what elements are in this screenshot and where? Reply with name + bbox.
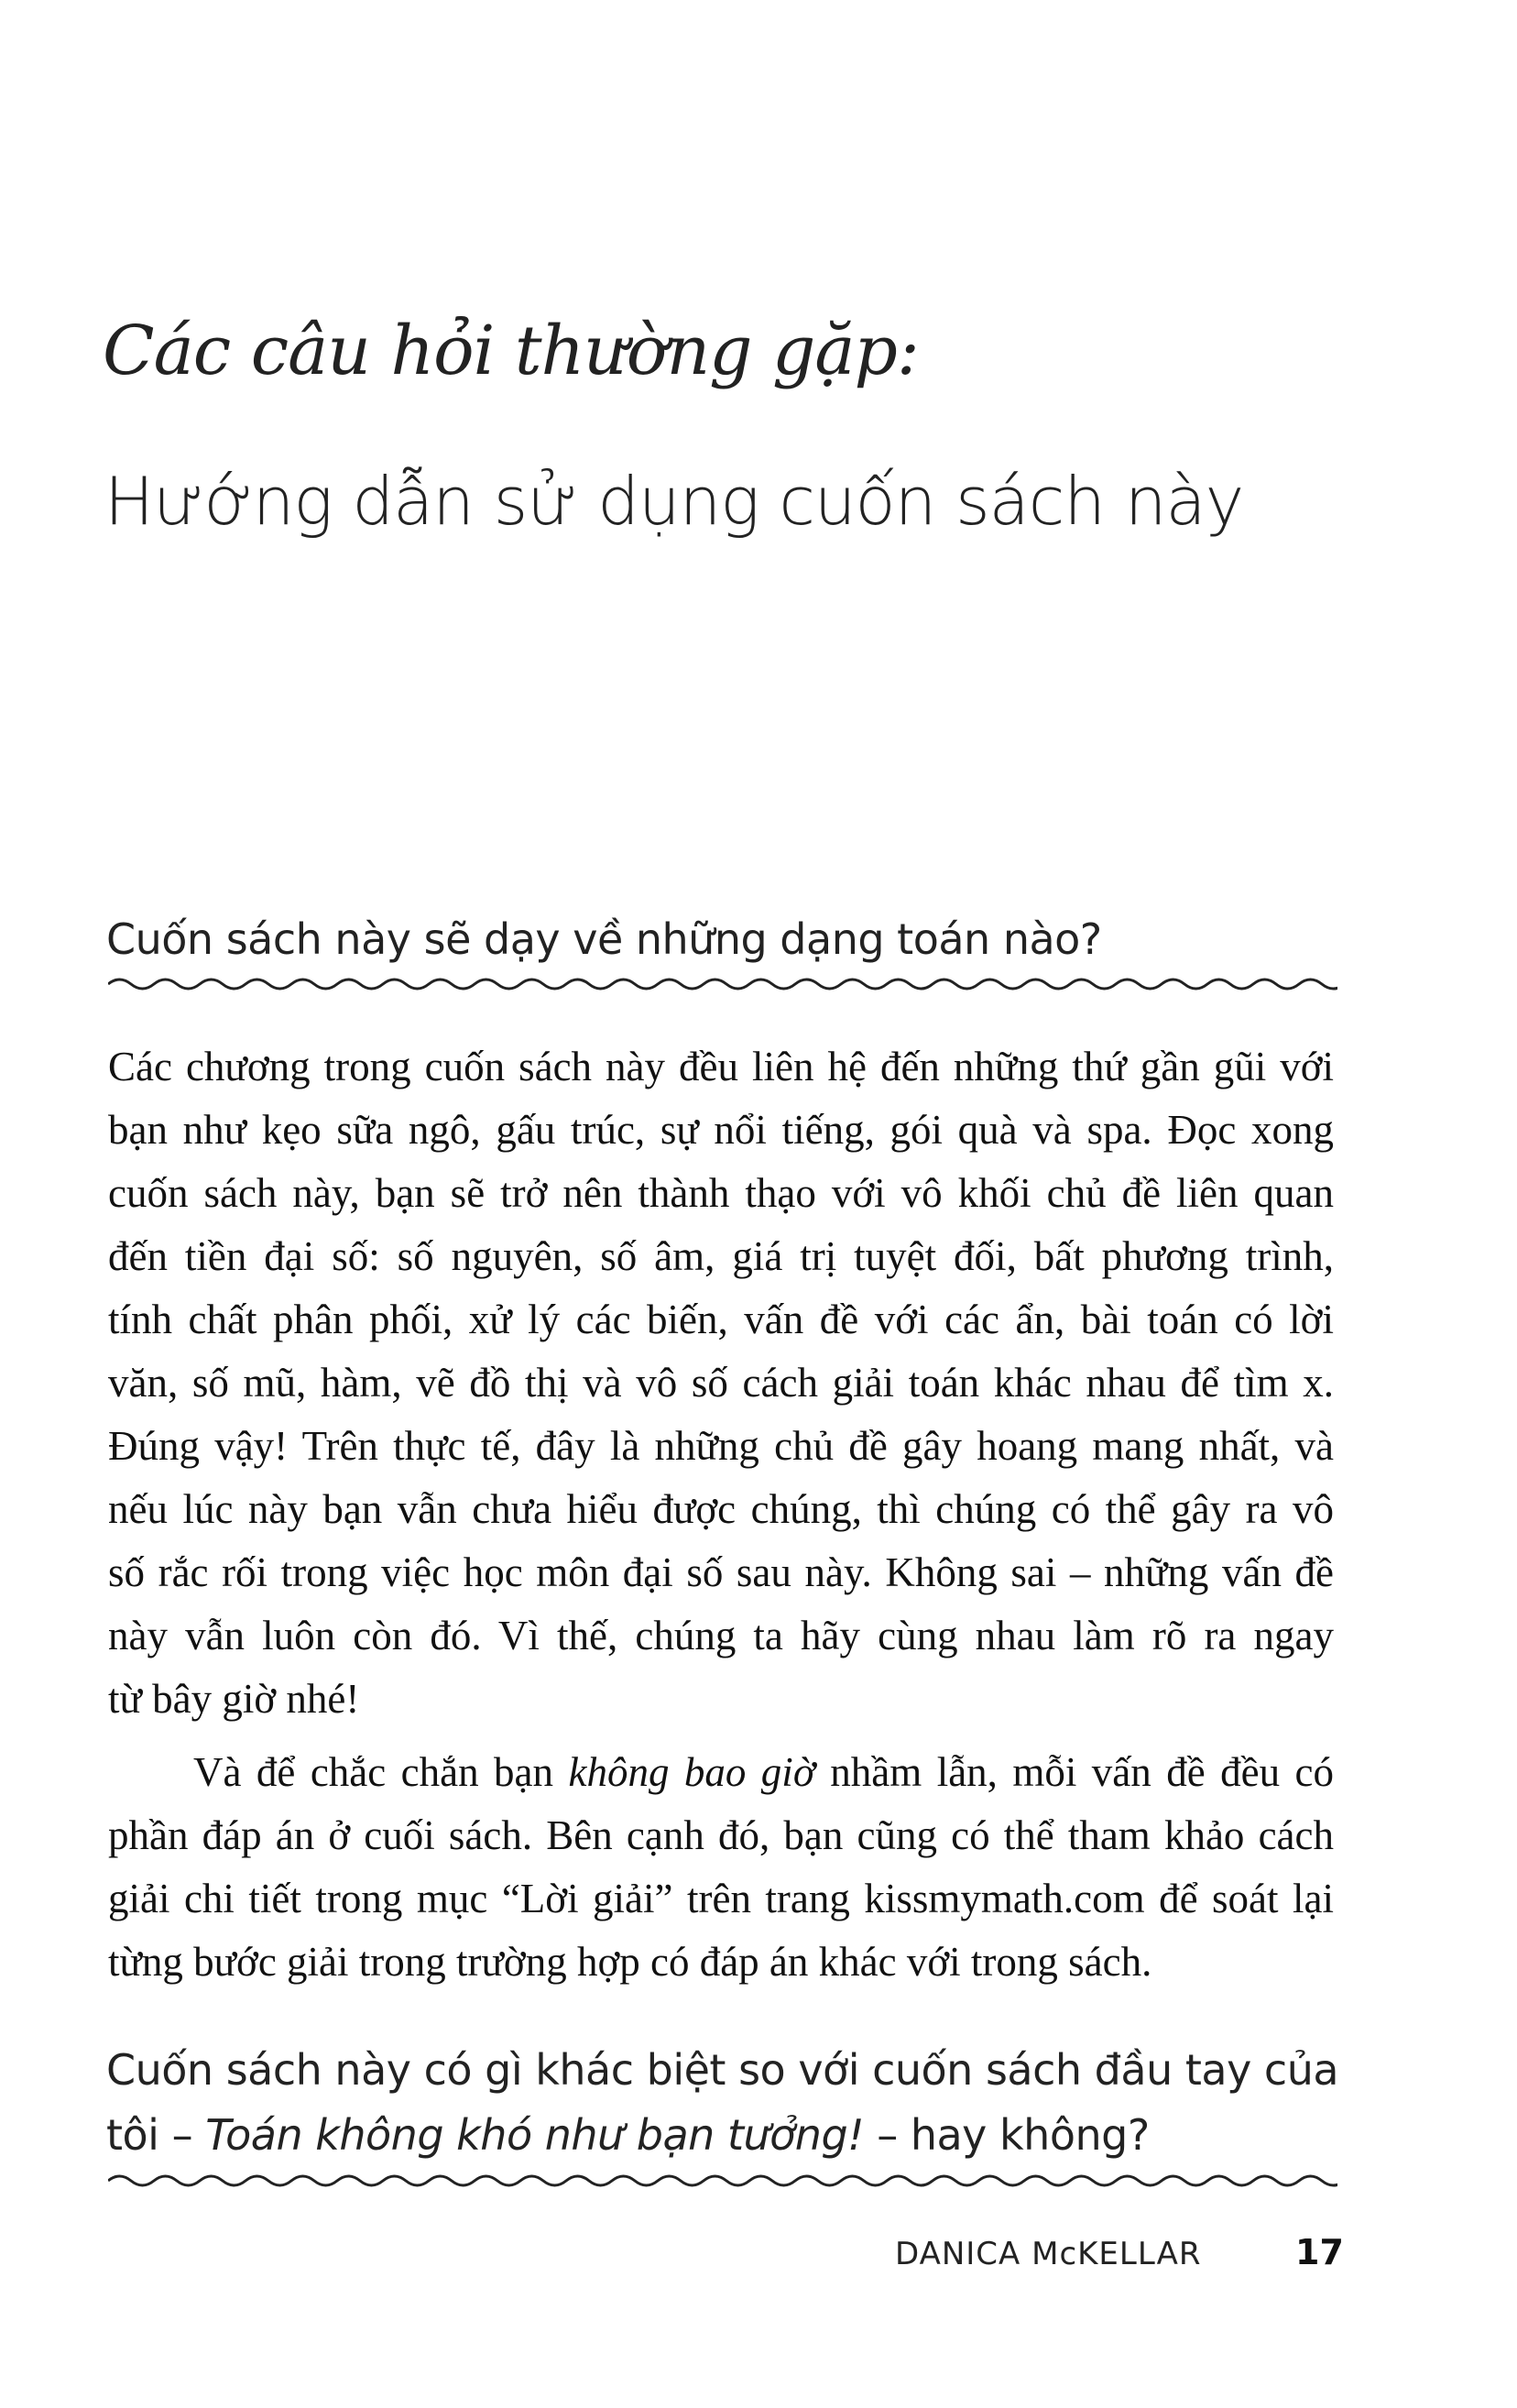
wave-path bbox=[108, 2176, 1337, 2185]
paragraph-line: cuốn sách này, bạn sẽ trở nên thành thạo với vô khối chủ đề liên quan bbox=[108, 1170, 1334, 1216]
paragraph-line: giải chi tiết trong mục “Lời giải” trên trang kissmymath.com để soát lại bbox=[108, 1876, 1334, 1921]
paragraph-line: này vẫn luôn còn đó. Vì thế, chúng ta hãy cùng nhau làm rõ ra ngay bbox=[108, 1613, 1334, 1658]
wavy-divider bbox=[108, 2170, 1337, 2192]
paragraph-line: Đúng vậy! Trên thực tế, đây là những chủ đề gây hoang mang nhất, và bbox=[108, 1423, 1334, 1469]
paragraph-1 bbox=[108, 1035, 1334, 1731]
chapter-script-title: Các câu hỏi thường gặp: bbox=[103, 312, 919, 390]
wavy-divider bbox=[108, 973, 1337, 995]
section-question-2-line-2 bbox=[106, 2110, 1150, 2160]
text-span: tôi – bbox=[106, 2110, 206, 2160]
section-question-1: Cuốn sách này sẽ dạy về những dạng toán nào? bbox=[106, 914, 1102, 964]
paragraph-line: nếu lúc này bạn vẫn chưa hiểu được chúng, thì chúng có thể gây ra vô bbox=[108, 1486, 1334, 1532]
paragraph-line: số rắc rối trong việc học môn đại số sau này. Không sai – những vấn đề bbox=[108, 1549, 1334, 1595]
paragraph-line: Các chương trong cuốn sách này đều liên hệ đến những thứ gần gũi với bbox=[108, 1044, 1334, 1089]
book-title-text: Toán không khó như bạn tưởng! bbox=[205, 2110, 865, 2160]
text-span: Và để chắc chắn bạn bbox=[193, 1749, 569, 1795]
text-span: – hay không? bbox=[864, 2110, 1150, 2160]
emphasis-text: không bao giờ bbox=[568, 1749, 815, 1795]
paragraph-line: bạn như kẹo sữa ngô, gấu trúc, sự nổi tiếng, gói quà và spa. Đọc xong bbox=[108, 1107, 1334, 1153]
paragraph-line: đến tiền đại số: số nguyên, số âm, giá trị tuyệt đối, bất phương trình, bbox=[108, 1233, 1334, 1279]
paragraph-line: từ bây giờ nhé! bbox=[108, 1676, 360, 1722]
text-span: nhầm lẫn, mỗi vấn đề đều có bbox=[814, 1749, 1334, 1795]
section-question-2-line-1: Cuốn sách này có gì khác biệt so với cuốn sách đầu tay của bbox=[106, 2045, 1339, 2095]
page-number: 17 bbox=[1295, 2232, 1344, 2272]
footer-author: DANICA McKELLAR bbox=[895, 2236, 1202, 2272]
paragraph-2 bbox=[108, 1741, 1334, 1994]
paragraph-line: từng bước giải trong trường hợp có đáp án khác với trong sách. bbox=[108, 1939, 1152, 1985]
paragraph-line: tính chất phân phối, xử lý các biến, vấn đề với các ẩn, bài toán có lời bbox=[108, 1297, 1334, 1342]
chapter-title: Hướng dẫn sử dụng cuốn sách này bbox=[104, 463, 1244, 540]
paragraph-line: văn, số mũ, hàm, vẽ đồ thị và vô số cách giải toán khác nhau để tìm x. bbox=[108, 1360, 1334, 1406]
paragraph-line bbox=[108, 1741, 1334, 1804]
wave-path bbox=[108, 980, 1337, 989]
paragraph-line: phần đáp án ở cuối sách. Bên cạnh đó, bạn cũng có thể tham khảo cách bbox=[108, 1812, 1334, 1858]
